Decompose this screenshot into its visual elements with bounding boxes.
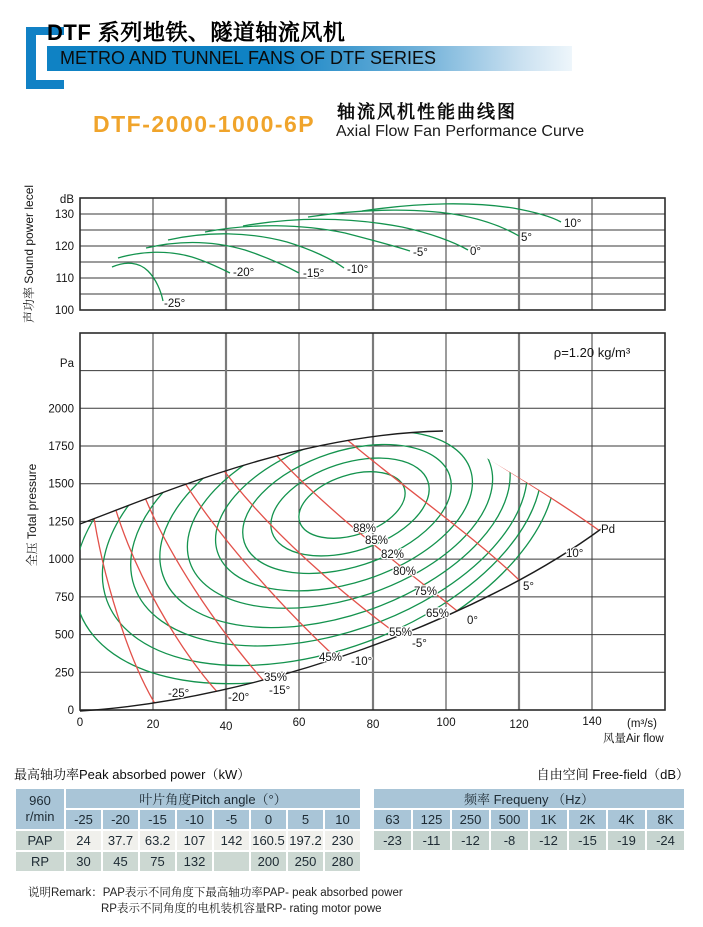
contour-label: 75% [414, 586, 438, 598]
curve-label: 0° [470, 246, 481, 258]
angle-header: -25 [66, 810, 101, 829]
y-tick: 500 [54, 629, 74, 642]
angle-header: -10 [177, 810, 212, 829]
freefield-value: -12 [530, 831, 567, 850]
y-tick: 1000 [48, 554, 74, 567]
y-tick: dB [59, 194, 74, 206]
freq-header: 2K [569, 810, 606, 829]
y-tick: Pa [59, 358, 74, 370]
curve-label: -20° [233, 267, 255, 279]
freefield-value: -11 [413, 831, 450, 850]
contour-label: 35% [264, 672, 288, 684]
remark-line-2: RP表示不同角度的电机装机容量RP- rating motor powe [101, 903, 382, 915]
curve-label: -15° [303, 268, 325, 280]
y-tick: 750 [54, 591, 74, 604]
contour-label: 45% [319, 652, 343, 664]
x-tick: 120 [509, 719, 529, 731]
angle-header: -5 [214, 810, 249, 829]
freefield-value: -15 [569, 831, 606, 850]
pitch-angle-group-header: 叶片角度Pitch angle（°） [66, 789, 360, 808]
x-tick: 20 [146, 719, 160, 731]
sound-power-y-ticks [55, 194, 75, 317]
freefield-table [372, 787, 686, 852]
pressure-y-ticks [48, 358, 74, 717]
y-tick: 2000 [48, 403, 74, 416]
curve-label: -25° [164, 298, 186, 310]
rp-row-label: RP [16, 852, 64, 871]
y-tick: 1500 [48, 478, 74, 491]
freefield-value: -12 [452, 831, 489, 850]
freq-header: 4K [608, 810, 645, 829]
freefield-table-caption: 自由空间 Free-field（dB） [536, 767, 689, 782]
y-tick: 100 [54, 305, 74, 317]
pitch-label: 0° [467, 615, 478, 627]
pitch-label: -5° [412, 638, 427, 650]
pitch-label: 5° [523, 581, 534, 593]
pitch-label: -20° [228, 692, 250, 704]
pitch-label: 10° [566, 548, 584, 560]
x-tick: 40 [219, 721, 233, 733]
sound-power-curves [112, 204, 561, 301]
x-tick: 100 [436, 717, 456, 729]
speed-value: 960 [29, 793, 51, 809]
y-tick: 130 [54, 209, 74, 221]
freefield-value: -23 [374, 831, 411, 850]
pap-row-label: PAP [16, 831, 64, 850]
freefield-value: -24 [647, 831, 684, 850]
freq-header: 1K [530, 810, 567, 829]
pap-row [16, 831, 360, 850]
pitch-label: -10° [351, 656, 373, 668]
remark-line-1: 说明Remark：PAP表示不同角度下最高轴功率PAP- peak absorbed power [28, 887, 403, 899]
y-tick: 1250 [48, 516, 74, 529]
angle-header: 5 [288, 810, 323, 829]
pitch-label: -15° [269, 685, 291, 697]
curve-label: -10° [347, 264, 369, 276]
frequency-header-row [374, 810, 684, 829]
sound-power-y-axis-label: 声功率 Sound power lecel [22, 184, 36, 324]
air-density-label: ρ=1.20 kg/m³ [553, 345, 631, 360]
y-tick: 0 [67, 705, 74, 717]
angle-header-row [16, 810, 360, 829]
y-tick: 110 [55, 273, 74, 285]
pressure-x-ticks [77, 716, 602, 733]
power-table-caption: 最高轴功率Peak absorbed power（kW） [14, 767, 251, 782]
contour-label: 55% [389, 627, 413, 639]
power-table [14, 787, 362, 873]
series-title-cn: DTF 系列地铁、隧道轴流风机 [47, 20, 346, 45]
curve-label: -5° [413, 247, 428, 259]
freefield-value: -8 [491, 831, 528, 850]
speed-cell [16, 789, 64, 829]
freq-header: 125 [413, 810, 450, 829]
curve-label: 10° [564, 218, 582, 230]
x-tick: 0 [76, 717, 84, 729]
contour-label: 80% [393, 566, 417, 578]
freefield-value: -19 [608, 831, 645, 850]
contour-label: 88% [353, 523, 377, 535]
rp-value [214, 852, 249, 871]
contour-label: 85% [365, 535, 389, 547]
angle-header: -20 [103, 810, 138, 829]
y-tick: 250 [54, 667, 74, 680]
angle-header: -15 [140, 810, 175, 829]
pd-line-label: Pd [601, 524, 616, 536]
rp-value: 250 [288, 852, 323, 871]
rp-value: 75 [140, 852, 175, 871]
freq-header: 8K [647, 810, 684, 829]
pitch-angle-curves [92, 425, 604, 707]
model-code: DTF-2000-1000-6P [93, 111, 316, 137]
x-tick: 140 [582, 716, 602, 728]
x-axis-label: 风量Air flow [603, 733, 664, 745]
x-tick: 60 [292, 717, 306, 729]
frequency-group-header: 频率 Frequeny （Hz） [374, 789, 684, 808]
freq-header: 500 [491, 810, 528, 829]
series-banner-en: METRO AND TUNNEL FANS OF DTF SERIES [47, 46, 572, 71]
pap-value: 107 [177, 831, 212, 850]
pap-value: 63.2 [140, 831, 175, 850]
freq-header: 63 [374, 810, 411, 829]
rp-value: 200 [251, 852, 286, 871]
contour-label: 82% [381, 549, 405, 561]
y-tick: 1750 [48, 441, 74, 453]
rp-value: 280 [325, 852, 360, 871]
pap-value: 142 [214, 831, 249, 850]
x-tick: 80 [366, 719, 380, 731]
freq-header: 250 [452, 810, 489, 829]
pap-value: 160.5 [252, 833, 285, 848]
angle-header: 0 [251, 810, 286, 829]
rp-row [16, 852, 360, 871]
pap-value: 230 [325, 831, 360, 850]
contour-label: 65% [426, 608, 450, 620]
sound-power-chart-grid [80, 198, 665, 310]
x-axis-unit: (m³/s) [627, 718, 658, 730]
y-tick: 120 [54, 241, 74, 253]
pap-value: 37.7 [103, 831, 138, 850]
curve-label: 5° [521, 232, 532, 244]
rp-value: 45 [103, 852, 138, 871]
pitch-label: -25° [168, 688, 190, 700]
angle-header: 10 [325, 810, 360, 829]
rp-value: 30 [66, 852, 101, 871]
pap-value: 24 [66, 831, 101, 850]
efficiency-contours [31, 306, 600, 745]
speed-unit: r/min [25, 809, 55, 824]
chart-title-cn: 轴流风机性能曲线图 [337, 102, 517, 122]
pap-value: 197.2 [289, 833, 322, 848]
rp-value: 132 [177, 852, 212, 871]
chart-title-en: Axial Flow Fan Performance Curve [336, 123, 585, 140]
pressure-y-axis-label: 全压 Total pressure [25, 463, 39, 567]
